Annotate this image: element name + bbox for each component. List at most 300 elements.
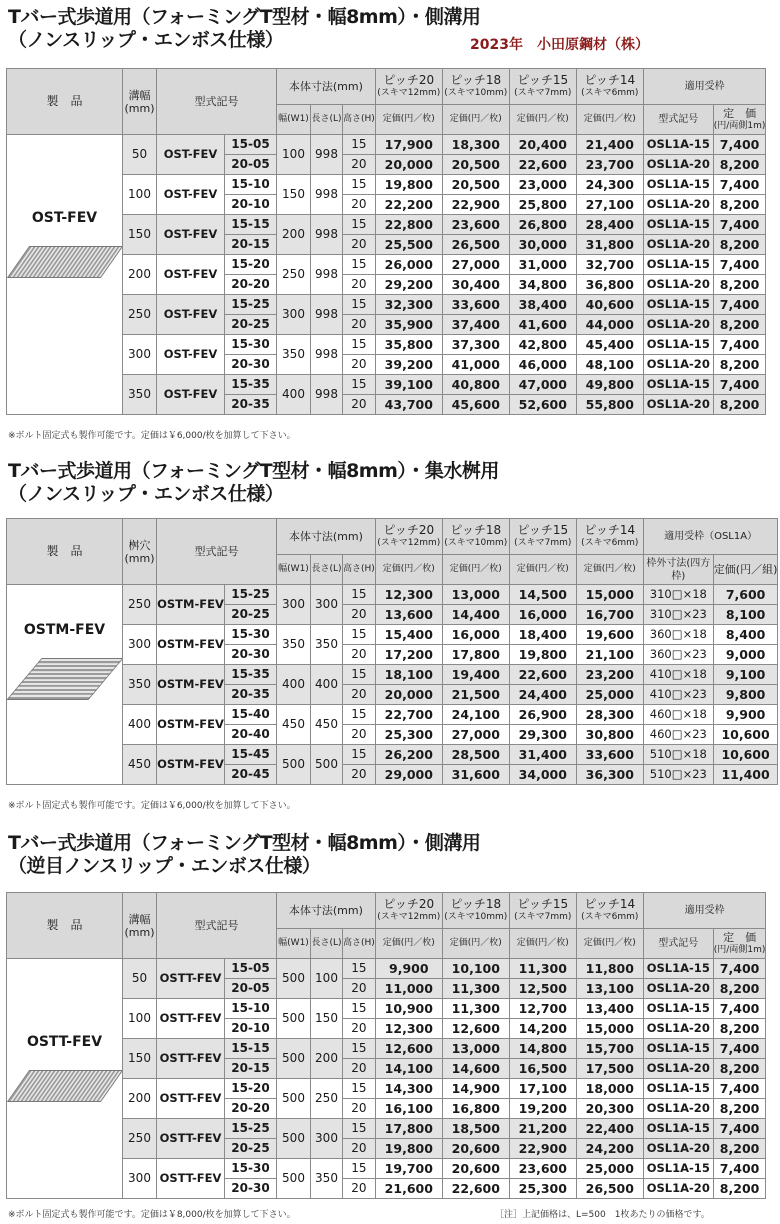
price-cell: 44,000: [576, 315, 643, 335]
h-cell: 15: [343, 1039, 376, 1059]
header-pitch-2: [509, 519, 576, 555]
price-cell: 13,600: [375, 605, 442, 625]
price-cell: 22,200: [375, 195, 442, 215]
price-cell: 14,200: [509, 1019, 576, 1039]
code-cell: 15-20: [225, 1079, 277, 1099]
frame-model-cell: OSL1A-15: [643, 215, 713, 235]
section-3-note-right: ［注］上記価格は、L=500 1枚あたりの価格です。: [495, 1210, 710, 1220]
code-cell: 20-05: [225, 979, 277, 999]
h-cell: 15: [343, 745, 376, 765]
frame-price-cell: 7,400: [713, 335, 766, 355]
l-cell: 400: [311, 665, 343, 705]
frame-price-cell: 7,400: [713, 1159, 766, 1179]
header-frame-price: [713, 105, 766, 135]
code-cell: 20-20: [225, 1099, 277, 1119]
model-cell: OST-FEV: [157, 255, 225, 295]
header-pitch-label: ピッチ20: [383, 522, 435, 537]
h-cell: 15: [343, 1119, 376, 1139]
code-cell: 20-20: [225, 275, 277, 295]
price-cell: 11,300: [442, 999, 509, 1019]
size-cell: 350: [123, 375, 157, 415]
header-w1: 幅(W1): [277, 555, 311, 585]
h-cell: 15: [343, 1079, 376, 1099]
price-table-3: [6, 892, 766, 1199]
price-cell: 19,800: [375, 175, 442, 195]
header-gap-label: (スキマ6mm): [581, 911, 639, 922]
size-cell: 350: [123, 665, 157, 705]
code-cell: 15-25: [225, 585, 277, 605]
size-cell: 450: [123, 745, 157, 785]
price-cell: 26,900: [509, 705, 576, 725]
code-cell: 15-30: [225, 625, 277, 645]
price-cell: 45,400: [576, 335, 643, 355]
l-cell: 300: [311, 1119, 343, 1159]
section-3-title-line2: （逆目ノンスリップ・エンボス仕様）: [8, 855, 321, 877]
code-cell: 20-05: [225, 155, 277, 175]
price-cell: 11,800: [576, 959, 643, 979]
header-unit: 定価(円／枚): [509, 929, 576, 959]
l-cell: 998: [311, 255, 343, 295]
price-cell: 10,100: [442, 959, 509, 979]
header-frame-model: 枠外寸法(四方枠): [643, 555, 713, 585]
product-name: OSTM-FEV: [23, 622, 106, 638]
price-cell: 17,100: [509, 1079, 576, 1099]
header-width: 溝幅(mm): [123, 893, 157, 959]
frame-price-cell: 7,400: [713, 175, 766, 195]
price-cell: 16,500: [509, 1059, 576, 1079]
h-cell: 20: [343, 275, 376, 295]
price-cell: 18,500: [442, 1119, 509, 1139]
h-cell: 15: [343, 665, 376, 685]
price-cell: 12,300: [375, 1019, 442, 1039]
price-cell: 17,900: [375, 135, 442, 155]
header-model: 型式記号: [157, 893, 277, 959]
header-pitch-label: ピッチ14: [584, 72, 636, 87]
code-cell: 15-15: [225, 1039, 277, 1059]
product-cell: [7, 959, 123, 1199]
price-cell: 23,000: [509, 175, 576, 195]
price-cell: 18,000: [576, 1079, 643, 1099]
section-2: [0, 460, 780, 506]
header-pitch-label: ピッチ20: [383, 72, 435, 87]
l-cell: 998: [311, 295, 343, 335]
header-unit: 定価(円／枚): [509, 555, 576, 585]
header-dims: 本体寸法(mm): [277, 893, 376, 929]
h-cell: 20: [343, 315, 376, 335]
price-cell: 25,300: [375, 725, 442, 745]
price-cell: 17,800: [442, 645, 509, 665]
frame-model-cell: OSL1A-20: [643, 1019, 713, 1039]
header-pitch-label: ピッチ18: [450, 896, 502, 911]
header-unit: 定価(円／枚): [375, 105, 442, 135]
frame-price-cell: 10,600: [713, 745, 778, 765]
header-frame: 適用受枠: [643, 69, 766, 105]
frame-model-cell: 510□×18: [643, 745, 713, 765]
price-cell: 22,900: [442, 195, 509, 215]
header-frame-unit: (円/両側1m): [713, 120, 766, 131]
h-cell: 20: [343, 235, 376, 255]
price-cell: 12,600: [442, 1019, 509, 1039]
header-gap-label: (スキマ10mm): [444, 911, 508, 922]
model-cell: OSTT-FEV: [157, 999, 225, 1039]
header-frame-price: [713, 929, 766, 959]
price-cell: 26,500: [576, 1179, 643, 1199]
price-cell: 21,100: [576, 645, 643, 665]
section-2-note: ※ボルト固定式も製作可能です。定価は￥6,000/枚を加算して下さい。: [8, 801, 296, 811]
l-cell: 998: [311, 135, 343, 175]
price-cell: 17,200: [375, 645, 442, 665]
price-cell: 36,800: [576, 275, 643, 295]
header-h: 高さ(H): [343, 105, 376, 135]
price-cell: 16,000: [442, 625, 509, 645]
code-cell: 20-25: [225, 1139, 277, 1159]
w1-cell: 350: [277, 335, 311, 375]
price-cell: 17,800: [375, 1119, 442, 1139]
code-cell: 15-25: [225, 1119, 277, 1139]
frame-price-cell: 7,400: [713, 999, 766, 1019]
product-name: OSTT-FEV: [26, 1034, 103, 1050]
price-cell: 29,300: [509, 725, 576, 745]
header-frame-price-label: 定価(円／組): [713, 563, 778, 576]
h-cell: 15: [343, 215, 376, 235]
price-cell: 10,900: [375, 999, 442, 1019]
w1-cell: 150: [277, 175, 311, 215]
h-cell: 20: [343, 355, 376, 375]
frame-price-cell: 8,400: [713, 625, 778, 645]
price-cell: 41,600: [509, 315, 576, 335]
frame-price-cell: 8,200: [713, 1059, 766, 1079]
frame-price-cell: 7,400: [713, 1039, 766, 1059]
w1-cell: 300: [277, 585, 311, 625]
header-pitch-0: [375, 69, 442, 105]
frame-price-cell: 8,200: [713, 1139, 766, 1159]
frame-model-cell: 310□×23: [643, 605, 713, 625]
price-cell: 27,000: [442, 255, 509, 275]
frame-model-cell: OSL1A-15: [643, 295, 713, 315]
price-cell: 12,600: [375, 1039, 442, 1059]
h-cell: 20: [343, 685, 376, 705]
header-dims: 本体寸法(mm): [277, 69, 376, 105]
frame-model-cell: 510□×23: [643, 765, 713, 785]
frame-model-cell: OSL1A-15: [643, 1039, 713, 1059]
l-cell: 100: [311, 959, 343, 999]
model-cell: OST-FEV: [157, 175, 225, 215]
header-frame-price: [713, 555, 778, 585]
frame-price-cell: 9,000: [713, 645, 778, 665]
model-cell: OST-FEV: [157, 375, 225, 415]
frame-model-cell: OSL1A-15: [643, 1159, 713, 1179]
frame-model-cell: OSL1A-20: [643, 1059, 713, 1079]
code-cell: 20-25: [225, 605, 277, 625]
frame-price-cell: 7,400: [713, 1079, 766, 1099]
h-cell: 15: [343, 625, 376, 645]
frame-model-cell: 360□×23: [643, 645, 713, 665]
frame-model-cell: 310□×18: [643, 585, 713, 605]
header-gap-label: (スキマ10mm): [444, 537, 508, 548]
price-cell: 16,100: [375, 1099, 442, 1119]
size-cell: 100: [123, 175, 157, 215]
price-cell: 20,500: [442, 155, 509, 175]
size-cell: 300: [123, 1159, 157, 1199]
l-cell: 450: [311, 705, 343, 745]
section-1-title-line1: Tバー式歩道用（フォーミングT型材・幅8mm）・側溝用: [8, 6, 481, 28]
header-pitch-0: [375, 893, 442, 929]
frame-price-cell: 7,400: [713, 959, 766, 979]
h-cell: 15: [343, 335, 376, 355]
w1-cell: 500: [277, 959, 311, 999]
header-product: 製 品: [7, 519, 123, 585]
header-gap-label: (スキマ7mm): [514, 87, 572, 98]
frame-price-cell: 7,400: [713, 295, 766, 315]
code-cell: 15-30: [225, 1159, 277, 1179]
frame-model-cell: OSL1A-20: [643, 1179, 713, 1199]
frame-model-cell: 460□×23: [643, 725, 713, 745]
price-cell: 39,100: [375, 375, 442, 395]
header-gap-label: (スキマ12mm): [377, 911, 441, 922]
frame-price-cell: 9,900: [713, 705, 778, 725]
price-cell: 35,900: [375, 315, 442, 335]
frame-model-cell: 360□×18: [643, 625, 713, 645]
price-cell: 19,200: [509, 1099, 576, 1119]
product-name: OST-FEV: [31, 210, 98, 226]
frame-model-cell: OSL1A-20: [643, 155, 713, 175]
header-w1: 幅(W1): [277, 105, 311, 135]
header-dims: 本体寸法(mm): [277, 519, 376, 555]
l-cell: 500: [311, 745, 343, 785]
header-gap-label: (スキマ10mm): [444, 87, 508, 98]
frame-model-cell: 410□×23: [643, 685, 713, 705]
price-cell: 33,600: [576, 745, 643, 765]
code-cell: 20-30: [225, 1179, 277, 1199]
price-cell: 25,300: [509, 1179, 576, 1199]
price-cell: 48,100: [576, 355, 643, 375]
price-cell: 23,700: [576, 155, 643, 175]
w1-cell: 200: [277, 215, 311, 255]
price-cell: 23,600: [509, 1159, 576, 1179]
h-cell: 15: [343, 585, 376, 605]
header-gap-label: (スキマ6mm): [581, 537, 639, 548]
frame-price-cell: 10,600: [713, 725, 778, 745]
header-pitch-3: [576, 69, 643, 105]
price-cell: 16,000: [509, 605, 576, 625]
price-cell: 27,000: [442, 725, 509, 745]
price-cell: 14,300: [375, 1079, 442, 1099]
header-pitch-1: [442, 893, 509, 929]
header-pitch-label: ピッチ15: [517, 522, 569, 537]
size-cell: 250: [123, 585, 157, 625]
h-cell: 20: [343, 725, 376, 745]
h-cell: 20: [343, 645, 376, 665]
frame-model-cell: OSL1A-20: [643, 235, 713, 255]
price-cell: 25,000: [576, 685, 643, 705]
header-unit: 定価(円／枚): [375, 555, 442, 585]
price-cell: 19,400: [442, 665, 509, 685]
code-cell: 20-35: [225, 395, 277, 415]
section-2-title-line2: （ノンスリップ・エンボス仕様）: [8, 483, 284, 505]
price-cell: 14,500: [509, 585, 576, 605]
price-cell: 24,200: [576, 1139, 643, 1159]
price-cell: 31,400: [509, 745, 576, 765]
h-cell: 15: [343, 959, 376, 979]
model-cell: OSTM-FEV: [157, 705, 225, 745]
frame-model-cell: OSL1A-15: [643, 335, 713, 355]
model-cell: OST-FEV: [157, 135, 225, 175]
price-cell: 19,700: [375, 1159, 442, 1179]
header-pitch-label: ピッチ15: [517, 72, 569, 87]
code-cell: 15-20: [225, 255, 277, 275]
frame-model-cell: OSL1A-20: [643, 315, 713, 335]
price-cell: 22,600: [442, 1179, 509, 1199]
code-cell: 15-10: [225, 175, 277, 195]
price-cell: 12,300: [375, 585, 442, 605]
price-cell: 23,200: [576, 665, 643, 685]
grating-product-image: [7, 246, 123, 278]
size-cell: 150: [123, 1039, 157, 1079]
frame-model-cell: OSL1A-20: [643, 1139, 713, 1159]
price-cell: 25,800: [509, 195, 576, 215]
product-cell: [7, 135, 123, 415]
price-cell: 20,600: [442, 1139, 509, 1159]
frame-price-cell: 11,400: [713, 765, 778, 785]
price-cell: 13,100: [576, 979, 643, 999]
code-cell: 20-30: [225, 355, 277, 375]
price-cell: 29,000: [375, 765, 442, 785]
size-cell: 200: [123, 1079, 157, 1119]
frame-model-cell: OSL1A-15: [643, 375, 713, 395]
price-cell: 49,800: [576, 375, 643, 395]
table-row: [7, 959, 766, 979]
price-cell: 24,300: [576, 175, 643, 195]
price-cell: 19,800: [509, 645, 576, 665]
h-cell: 20: [343, 1099, 376, 1119]
header-gap-label: (スキマ7mm): [514, 911, 572, 922]
model-cell: OSTM-FEV: [157, 625, 225, 665]
price-cell: 18,400: [509, 625, 576, 645]
price-cell: 13,000: [442, 585, 509, 605]
model-cell: OST-FEV: [157, 335, 225, 375]
header-frame: 適用受枠（OSL1A）: [643, 519, 778, 555]
header-l: 長さ(L): [311, 555, 343, 585]
w1-cell: 250: [277, 255, 311, 295]
table-row: [7, 665, 778, 685]
frame-model-cell: OSL1A-20: [643, 979, 713, 999]
header-unit: 定価(円／枚): [576, 929, 643, 959]
frame-model-cell: OSL1A-20: [643, 395, 713, 415]
price-cell: 39,200: [375, 355, 442, 375]
frame-model-cell: 410□×18: [643, 665, 713, 685]
header-gap-label: (スキマ12mm): [377, 537, 441, 548]
h-cell: 15: [343, 705, 376, 725]
h-cell: 20: [343, 1139, 376, 1159]
price-cell: 30,400: [442, 275, 509, 295]
l-cell: 250: [311, 1079, 343, 1119]
price-cell: 27,100: [576, 195, 643, 215]
header-unit: 定価(円／枚): [576, 105, 643, 135]
price-table-2: [6, 518, 778, 785]
frame-price-cell: 7,400: [713, 255, 766, 275]
header-w1: 幅(W1): [277, 929, 311, 959]
l-cell: 150: [311, 999, 343, 1039]
l-cell: 998: [311, 375, 343, 415]
frame-price-cell: 8,200: [713, 235, 766, 255]
frame-model-cell: OSL1A-15: [643, 175, 713, 195]
frame-model-cell: OSL1A-15: [643, 999, 713, 1019]
section-3-note: ※ボルト固定式も製作可能です。定価は￥8,000/枚を加算して下さい。: [8, 1210, 296, 1220]
price-cell: 40,600: [576, 295, 643, 315]
price-cell: 13,400: [576, 999, 643, 1019]
header-pitch-3: [576, 893, 643, 929]
price-cell: 23,600: [442, 215, 509, 235]
price-cell: 14,100: [375, 1059, 442, 1079]
table-row: [7, 625, 778, 645]
header-unit: 定価(円／枚): [442, 929, 509, 959]
size-cell: 400: [123, 705, 157, 745]
l-cell: 998: [311, 175, 343, 215]
price-cell: 22,900: [509, 1139, 576, 1159]
l-cell: 200: [311, 1039, 343, 1079]
size-cell: 100: [123, 999, 157, 1039]
header-unit: 定価(円／枚): [509, 105, 576, 135]
grating-product-image: [7, 1070, 123, 1102]
header-model: 型式記号: [157, 519, 277, 585]
price-cell: 14,600: [442, 1059, 509, 1079]
w1-cell: 500: [277, 1159, 311, 1199]
h-cell: 20: [343, 395, 376, 415]
price-cell: 34,800: [509, 275, 576, 295]
price-cell: 32,700: [576, 255, 643, 275]
price-cell: 31,800: [576, 235, 643, 255]
price-cell: 20,000: [375, 155, 442, 175]
frame-price-cell: 8,100: [713, 605, 778, 625]
code-cell: 20-40: [225, 725, 277, 745]
code-cell: 15-35: [225, 375, 277, 395]
model-cell: OSTM-FEV: [157, 745, 225, 785]
frame-price-cell: 7,600: [713, 585, 778, 605]
header-gap-label: (スキマ12mm): [377, 87, 441, 98]
grating-product-image: [7, 658, 123, 700]
header-pitch-label: ピッチ18: [450, 72, 502, 87]
h-cell: 15: [343, 175, 376, 195]
code-cell: 15-05: [225, 959, 277, 979]
frame-model-cell: OSL1A-15: [643, 959, 713, 979]
price-cell: 29,200: [375, 275, 442, 295]
h-cell: 15: [343, 135, 376, 155]
code-cell: 15-35: [225, 665, 277, 685]
price-cell: 28,300: [576, 705, 643, 725]
l-cell: 350: [311, 625, 343, 665]
code-cell: 15-25: [225, 295, 277, 315]
l-cell: 300: [311, 585, 343, 625]
price-cell: 43,700: [375, 395, 442, 415]
price-cell: 26,800: [509, 215, 576, 235]
header-frame-model: 型式記号: [643, 105, 713, 135]
price-cell: 52,600: [509, 395, 576, 415]
frame-model-cell: OSL1A-20: [643, 355, 713, 375]
price-cell: 28,500: [442, 745, 509, 765]
frame-price-cell: 8,200: [713, 155, 766, 175]
price-cell: 12,700: [509, 999, 576, 1019]
price-cell: 26,200: [375, 745, 442, 765]
code-cell: 20-10: [225, 1019, 277, 1039]
code-cell: 15-05: [225, 135, 277, 155]
table-row: [7, 705, 778, 725]
price-cell: 47,000: [509, 375, 576, 395]
price-cell: 35,800: [375, 335, 442, 355]
h-cell: 15: [343, 255, 376, 275]
header-width: 溝幅(mm): [123, 69, 157, 135]
model-cell: OST-FEV: [157, 215, 225, 255]
frame-model-cell: OSL1A-20: [643, 275, 713, 295]
